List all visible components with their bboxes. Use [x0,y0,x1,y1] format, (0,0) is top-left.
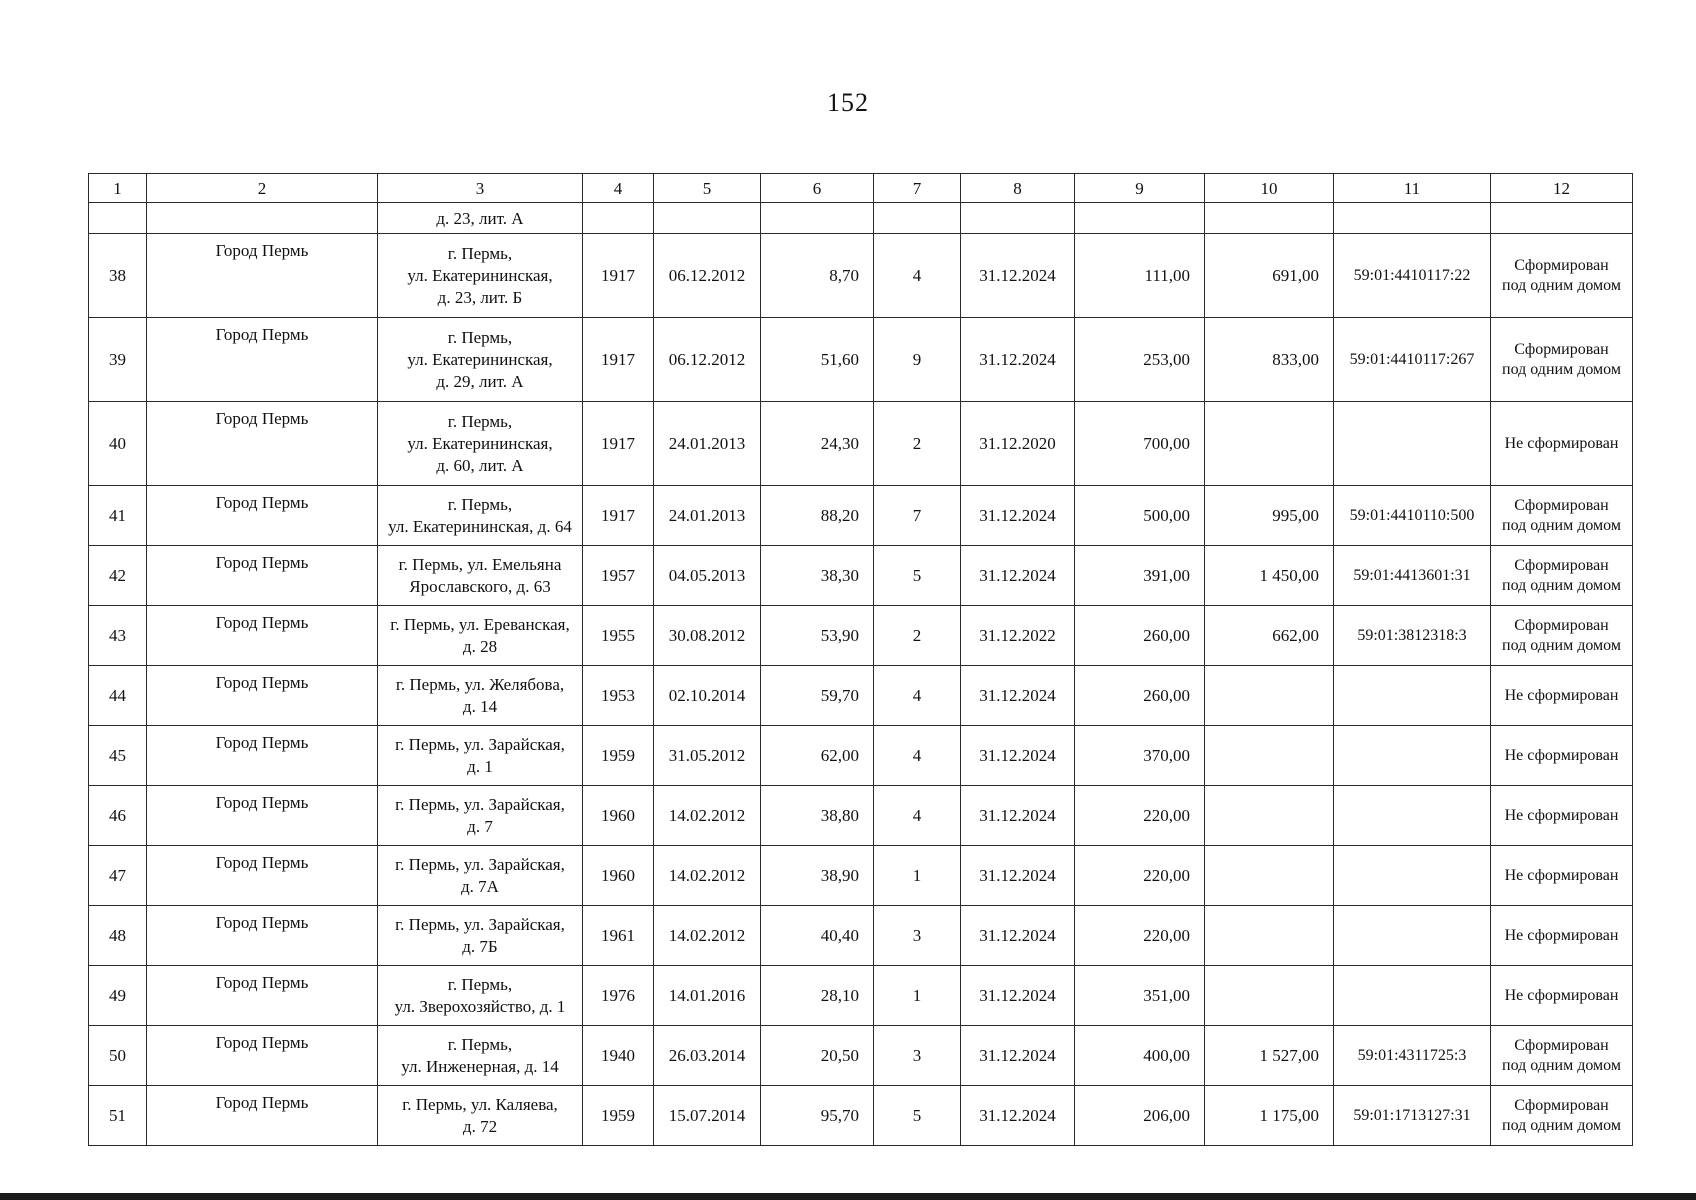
count-cell: 2 [874,402,961,486]
cadastral-number-cell: 59:01:4413601:31 [1334,546,1491,606]
value9-cell: 260,00 [1075,666,1205,726]
empty-cell [89,203,147,234]
row-number-cell: 48 [89,906,147,966]
year-cell: 1917 [583,318,654,402]
row-number-cell: 38 [89,234,147,318]
status-cell [1491,402,1633,486]
area-cell: 38,90 [761,846,874,906]
cadastral-number-cell [1334,402,1491,486]
date-cell: 14.02.2012 [654,906,761,966]
address-cell-line: д. 72 [462,1116,498,1136]
address-cell-line: г. Пермь, ул. Ереванская, [390,614,570,634]
table-row [89,846,1633,906]
address-cell-line: ул. Инженерная, д. 14 [401,1056,559,1076]
page-number: 152 [827,88,869,117]
status-cell-line: Не сформирован [1504,686,1619,704]
deadline-cell: 31.12.2024 [961,906,1075,966]
row-number-cell: 49 [89,966,147,1026]
address-cell-line: ул. Екатерининская, д. 64 [388,516,572,536]
status-cell [1491,234,1633,318]
value10-cell: 1 527,00 [1205,1026,1334,1086]
status-cell-line: Не сформирован [1504,434,1619,452]
municipality-cell: Город Пермь [147,1086,378,1146]
date-cell: 02.10.2014 [654,666,761,726]
date-cell: 31.05.2012 [654,726,761,786]
year-cell: 1940 [583,1026,654,1086]
value10-cell: 1 175,00 [1205,1086,1334,1146]
address-cell [378,666,583,726]
row-number-cell: 46 [89,786,147,846]
cadastral-number-cell [1334,966,1491,1026]
status-cell-line: Не сформирован [1504,866,1619,884]
count-cell: 5 [874,546,961,606]
deadline-cell: 31.12.2024 [961,666,1075,726]
deadline-cell: 31.12.2024 [961,1086,1075,1146]
deadline-cell: 31.12.2024 [961,846,1075,906]
value10-cell: 662,00 [1205,606,1334,666]
address-cell [378,966,583,1026]
status-cell-line: Не сформирован [1504,746,1619,764]
address-cell [378,402,583,486]
table-row [89,486,1633,546]
table-row [89,234,1633,318]
cadastral-number-cell [1334,786,1491,846]
value9-cell: 351,00 [1075,966,1205,1026]
date-cell: 14.01.2016 [654,966,761,1026]
address-cell-line: г. Пермь, [447,411,513,431]
area-cell: 8,70 [761,234,874,318]
year-cell: 1961 [583,906,654,966]
cadastral-number-cell: 59:01:1713127:31 [1334,1086,1491,1146]
row-number-cell: 39 [89,318,147,402]
municipality-cell: Город Пермь [147,546,378,606]
address-cell [378,234,583,318]
year-cell: 1976 [583,966,654,1026]
status-cell-line: Сформирован [1514,256,1609,274]
date-cell: 15.07.2014 [654,1086,761,1146]
date-cell: 04.05.2013 [654,546,761,606]
address-cell [378,846,583,906]
address-cell-line: ул. Екатерининская, [407,265,553,285]
deadline-cell: 31.12.2024 [961,726,1075,786]
date-cell: 30.08.2012 [654,606,761,666]
value10-cell [1205,966,1334,1026]
address-cell [378,786,583,846]
cadastral-number-cell [1334,726,1491,786]
status-cell-line: под одним домом [1502,1116,1621,1134]
status-cell [1491,726,1633,786]
date-cell: 06.12.2012 [654,318,761,402]
municipality-cell: Город Пермь [147,1026,378,1086]
address-cell-line: д. 28 [462,636,498,656]
empty-cell [654,203,761,234]
column-number: 4 [583,174,654,203]
address-cell-line: г. Пермь, ул. Зарайская, [395,914,565,934]
municipality-cell: Город Пермь [147,786,378,846]
status-cell-line: Сформирован [1514,1036,1609,1054]
continuation-row [89,203,1633,234]
value9-cell: 400,00 [1075,1026,1205,1086]
value9-cell: 700,00 [1075,402,1205,486]
value9-cell: 391,00 [1075,546,1205,606]
table-row [89,318,1633,402]
cadastral-number-cell: 59:01:4410110:500 [1334,486,1491,546]
status-cell [1491,666,1633,726]
value10-cell: 691,00 [1205,234,1334,318]
status-cell-line: Сформирован [1514,496,1609,514]
status-cell [1491,846,1633,906]
year-cell: 1959 [583,1086,654,1146]
deadline-cell: 31.12.2024 [961,1026,1075,1086]
count-cell: 7 [874,486,961,546]
year-cell: 1960 [583,846,654,906]
row-number-cell: 43 [89,606,147,666]
address-cell [378,606,583,666]
status-cell-line: Сформирован [1514,616,1609,634]
deadline-cell: 31.12.2024 [961,486,1075,546]
deadline-cell: 31.12.2024 [961,234,1075,318]
count-cell: 9 [874,318,961,402]
area-cell: 38,80 [761,786,874,846]
address-cell-line: г. Пермь, [447,494,513,514]
empty-cell [961,203,1075,234]
status-cell [1491,486,1633,546]
status-cell [1491,1026,1633,1086]
date-cell: 14.02.2012 [654,786,761,846]
table-row [89,402,1633,486]
row-number-cell: 47 [89,846,147,906]
value9-cell: 260,00 [1075,606,1205,666]
row-number-cell: 45 [89,726,147,786]
column-number: 10 [1205,174,1334,203]
empty-cell [583,203,654,234]
row-number-cell: 40 [89,402,147,486]
address-cell-line: ул. Екатерининская, [407,433,553,453]
value9-cell: 220,00 [1075,846,1205,906]
count-cell: 3 [874,906,961,966]
municipality-cell: Город Пермь [147,966,378,1026]
area-cell: 95,70 [761,1086,874,1146]
year-cell: 1953 [583,666,654,726]
status-cell-line: Не сформирован [1504,986,1619,1004]
scan-edge [0,1193,1696,1200]
address-cell-line: д. 60, лит. А [436,455,524,475]
status-cell-line: под одним домом [1502,360,1621,378]
address-cell-line: ул. Зверохозяйство, д. 1 [394,996,566,1016]
value10-cell [1205,906,1334,966]
status-cell [1491,318,1633,402]
address-cell-line: г. Пермь, [447,1034,513,1054]
column-number: 3 [378,174,583,203]
date-cell: 24.01.2013 [654,402,761,486]
address-cell-line: г. Пермь, ул. Зарайская, [395,794,565,814]
year-cell: 1957 [583,546,654,606]
status-cell [1491,546,1633,606]
area-cell: 40,40 [761,906,874,966]
municipality-cell: Город Пермь [147,726,378,786]
status-cell-line: Сформирован [1514,340,1609,358]
municipality-cell: Город Пермь [147,906,378,966]
row-number-cell: 44 [89,666,147,726]
empty-cell [1334,203,1491,234]
status-cell-line: Сформирован [1514,556,1609,574]
value9-cell: 111,00 [1075,234,1205,318]
address-cell-line: д. 14 [462,696,498,716]
area-cell: 38,30 [761,546,874,606]
deadline-cell: 31.12.2022 [961,606,1075,666]
value10-cell [1205,726,1334,786]
column-number: 1 [89,174,147,203]
cadastral-number-cell: 59:01:3812318:3 [1334,606,1491,666]
year-cell: 1960 [583,786,654,846]
address-cell-line: Ярославского, д. 63 [409,576,551,596]
value10-cell: 1 450,00 [1205,546,1334,606]
address-cell [378,318,583,402]
count-cell: 4 [874,726,961,786]
column-number: 5 [654,174,761,203]
empty-cell [761,203,874,234]
empty-cell [1075,203,1205,234]
address-cell-line: г. Пермь, ул. Емельяна [398,554,562,574]
column-number: 8 [961,174,1075,203]
count-cell: 4 [874,666,961,726]
value9-cell: 500,00 [1075,486,1205,546]
status-cell-line: Не сформирован [1504,926,1619,944]
municipality-cell: Город Пермь [147,318,378,402]
table-row [89,726,1633,786]
address-cell-line: г. Пермь, [447,974,513,994]
status-cell-line: под одним домом [1502,1056,1621,1074]
row-number-cell: 50 [89,1026,147,1086]
address-cell [378,1026,583,1086]
value10-cell [1205,786,1334,846]
address-cell [378,906,583,966]
table-row [89,906,1633,966]
cadastral-number-cell: 59:01:4410117:267 [1334,318,1491,402]
table-row [89,606,1633,666]
status-cell-line: под одним домом [1502,636,1621,654]
count-cell: 5 [874,1086,961,1146]
year-cell: 1917 [583,486,654,546]
table-row [89,1026,1633,1086]
address-cell-line: д. 1 [467,756,493,776]
cadastral-number-cell [1334,906,1491,966]
address-cell-line: г. Пермь, ул. Каляева, [402,1094,558,1114]
area-cell: 51,60 [761,318,874,402]
value10-cell: 833,00 [1205,318,1334,402]
municipality-cell: Город Пермь [147,846,378,906]
register-table [88,173,1633,1146]
deadline-cell: 31.12.2024 [961,318,1075,402]
address-cell-line: ул. Екатерининская, [407,349,553,369]
address-cell-line: д. 7А [461,876,499,896]
column-number: 7 [874,174,961,203]
municipality-cell: Город Пермь [147,606,378,666]
municipality-cell: Город Пермь [147,402,378,486]
address-cell [378,486,583,546]
status-cell-line: под одним домом [1502,576,1621,594]
year-cell: 1917 [583,234,654,318]
empty-cell [1491,203,1633,234]
cadastral-number-cell [1334,846,1491,906]
municipality-cell: Город Пермь [147,234,378,318]
empty-cell [147,203,378,234]
value9-cell: 206,00 [1075,1086,1205,1146]
cadastral-number-cell [1334,666,1491,726]
status-cell-line: под одним домом [1502,516,1621,534]
date-cell: 24.01.2013 [654,486,761,546]
status-cell [1491,786,1633,846]
address-cell-line: д. 29, лит. А [436,371,524,391]
status-cell [1491,1086,1633,1146]
date-cell: 06.12.2012 [654,234,761,318]
municipality-cell: Город Пермь [147,666,378,726]
address-cell [378,546,583,606]
count-cell: 2 [874,606,961,666]
empty-cell [1205,203,1334,234]
address-cell: д. 23, лит. А [378,203,583,234]
cadastral-number-cell: 59:01:4410117:22 [1334,234,1491,318]
municipality-cell: Город Пермь [147,486,378,546]
deadline-cell: 31.12.2020 [961,402,1075,486]
value10-cell [1205,402,1334,486]
area-cell: 20,50 [761,1026,874,1086]
year-cell: 1917 [583,402,654,486]
count-cell: 1 [874,846,961,906]
table-row [89,786,1633,846]
cadastral-number-cell: 59:01:4311725:3 [1334,1026,1491,1086]
table-row [89,1086,1633,1146]
address-cell-line: г. Пермь, [447,327,513,347]
status-cell-line: Не сформирован [1504,806,1619,824]
address-cell [378,1086,583,1146]
area-cell: 62,00 [761,726,874,786]
status-cell [1491,966,1633,1026]
count-cell: 1 [874,966,961,1026]
address-cell-line: д. 7Б [462,936,498,956]
table-row [89,666,1633,726]
address-cell-line: д. 23, лит. Б [437,287,523,307]
address-cell-line: д. 7 [467,816,493,836]
year-cell: 1959 [583,726,654,786]
year-cell: 1955 [583,606,654,666]
column-number: 6 [761,174,874,203]
status-cell-line: под одним домом [1502,276,1621,294]
row-number-cell: 51 [89,1086,147,1146]
table-row [89,546,1633,606]
value9-cell: 220,00 [1075,786,1205,846]
value10-cell [1205,666,1334,726]
empty-cell [874,203,961,234]
row-number-cell: 42 [89,546,147,606]
date-cell: 14.02.2012 [654,846,761,906]
area-cell: 24,30 [761,402,874,486]
status-cell [1491,606,1633,666]
value10-cell: 995,00 [1205,486,1334,546]
address-cell [378,726,583,786]
area-cell: 88,20 [761,486,874,546]
area-cell: 59,70 [761,666,874,726]
deadline-cell: 31.12.2024 [961,546,1075,606]
deadline-cell: 31.12.2024 [961,966,1075,1026]
count-cell: 4 [874,786,961,846]
value9-cell: 253,00 [1075,318,1205,402]
row-number-cell: 41 [89,486,147,546]
address-cell-line: г. Пермь, ул. Желябова, [395,674,565,694]
area-cell: 28,10 [761,966,874,1026]
status-cell [1491,906,1633,966]
area-cell: 53,90 [761,606,874,666]
table-row [89,966,1633,1026]
column-number: 2 [147,174,378,203]
column-number: 12 [1491,174,1633,203]
count-cell: 4 [874,234,961,318]
date-cell: 26.03.2014 [654,1026,761,1086]
column-number: 11 [1334,174,1491,203]
value9-cell: 370,00 [1075,726,1205,786]
status-cell-line: Сформирован [1514,1096,1609,1114]
value10-cell [1205,846,1334,906]
column-number-row [89,174,1633,203]
count-cell: 3 [874,1026,961,1086]
value9-cell: 220,00 [1075,906,1205,966]
column-number: 9 [1075,174,1205,203]
address-cell-line: г. Пермь, ул. Зарайская, [395,734,565,754]
address-cell-line: г. Пермь, [447,243,513,263]
address-cell-line: г. Пермь, ул. Зарайская, [395,854,565,874]
deadline-cell: 31.12.2024 [961,786,1075,846]
